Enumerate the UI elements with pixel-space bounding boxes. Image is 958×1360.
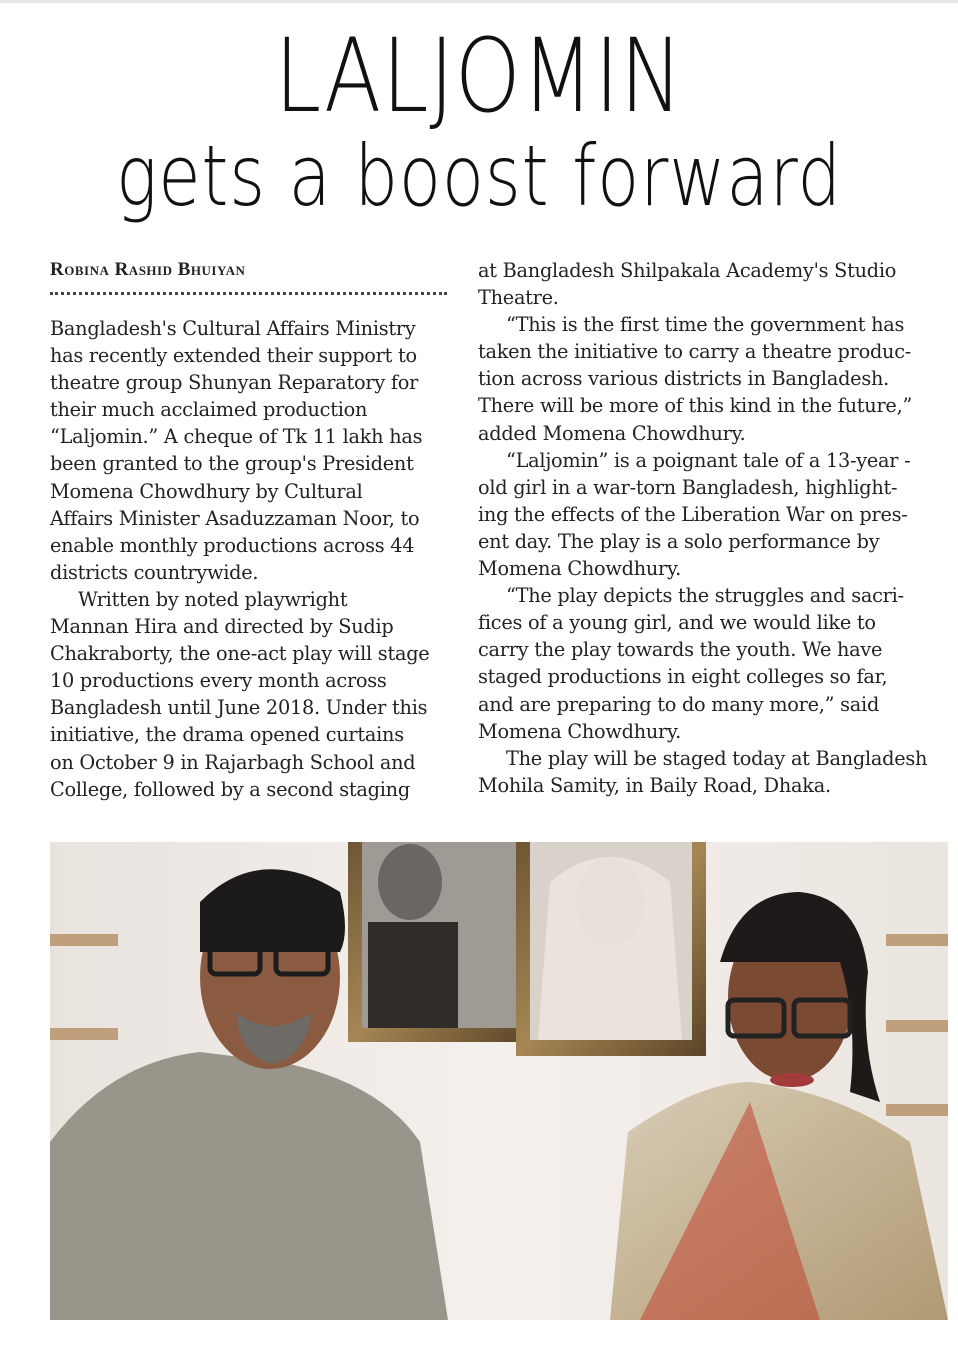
article-photo [50, 842, 948, 1320]
photo-illustration [50, 842, 948, 1320]
article-line: taken the initiative to carry a theatre produc- [478, 340, 912, 364]
article-line: Theatre. [478, 286, 559, 310]
article-line: and are preparing to do many more,” said [478, 692, 880, 716]
top-rule [0, 0, 958, 3]
article-line: 10 productions every month across [50, 669, 387, 693]
article-line: fices of a young girl, and we would like to [478, 611, 876, 635]
article-line: “This is the first time the government has [506, 313, 905, 337]
article-line: There will be more of this kind in the future,” [478, 394, 913, 418]
article-line: Affairs Minister Asaduzzaman Noor, to [50, 506, 420, 530]
article-line: tion across various districts in Bangladesh. [478, 367, 890, 391]
article-line: Mannan Hira and directed by Sudip [50, 615, 394, 639]
article-line: Bangladesh's Cultural Affairs Ministry [50, 317, 416, 340]
article-line: theatre group Shunyan Reparatory for [50, 371, 419, 395]
article-line: initiative, the drama opened curtains [50, 723, 404, 747]
article-line: at Bangladesh Shilpakala Academy's Studio [478, 259, 897, 282]
article-column-left [50, 315, 448, 803]
article-line: “Laljomin.” A cheque of Tk 11 lakh has [50, 425, 423, 449]
article-line: on October 9 in Rajarbagh School and [50, 750, 416, 774]
article-line: has recently extended their support to [50, 344, 417, 368]
article-line: added Momena Chowdhury. [478, 421, 746, 445]
byline: Robina Rashid Bhuiyan [50, 259, 246, 280]
article-line: enable monthly productions across 44 [50, 533, 415, 557]
byline-divider [50, 292, 447, 295]
article-line: Momena Chowdhury. [478, 557, 681, 581]
article-column-right [478, 257, 948, 799]
article-line: ent day. The play is a solo performance by [478, 529, 880, 553]
article-line: Mohila Samity, in Baily Road, Dhaka. [478, 773, 831, 797]
article-line: ing the effects of the Liberation War on pres- [478, 502, 908, 526]
article-line: Chakraborty, the one-act play will stage [50, 642, 430, 666]
article-line: “The play depicts the struggles and sacri- [506, 584, 904, 608]
article-line: districts countrywide. [50, 560, 259, 584]
article-line: Momena Chowdhury. [478, 719, 681, 743]
article-line: been granted to the group's President [50, 452, 414, 476]
article-line: The play will be staged today at Bangladesh [506, 746, 928, 770]
article-line: old girl in a war-torn Bangladesh, highlight- [478, 475, 898, 499]
article-line: Written by noted playwright [78, 587, 348, 611]
article-line: Momena Chowdhury by Cultural [50, 479, 363, 503]
article-line: College, followed by a second staging [50, 777, 410, 801]
article-line: staged productions in eight colleges so far, [478, 665, 888, 689]
article-line: “Laljomin” is a poignant tale of a 13-year - [506, 448, 911, 472]
article-line: Bangladesh until June 2018. Under this [50, 696, 428, 720]
headline-line-1: LALJOMIN [274, 17, 684, 136]
article-line: carry the play towards the youth. We have [478, 638, 883, 662]
article-line: their much acclaimed production [50, 398, 368, 422]
headline-line-2: gets a boost forward [116, 127, 842, 225]
